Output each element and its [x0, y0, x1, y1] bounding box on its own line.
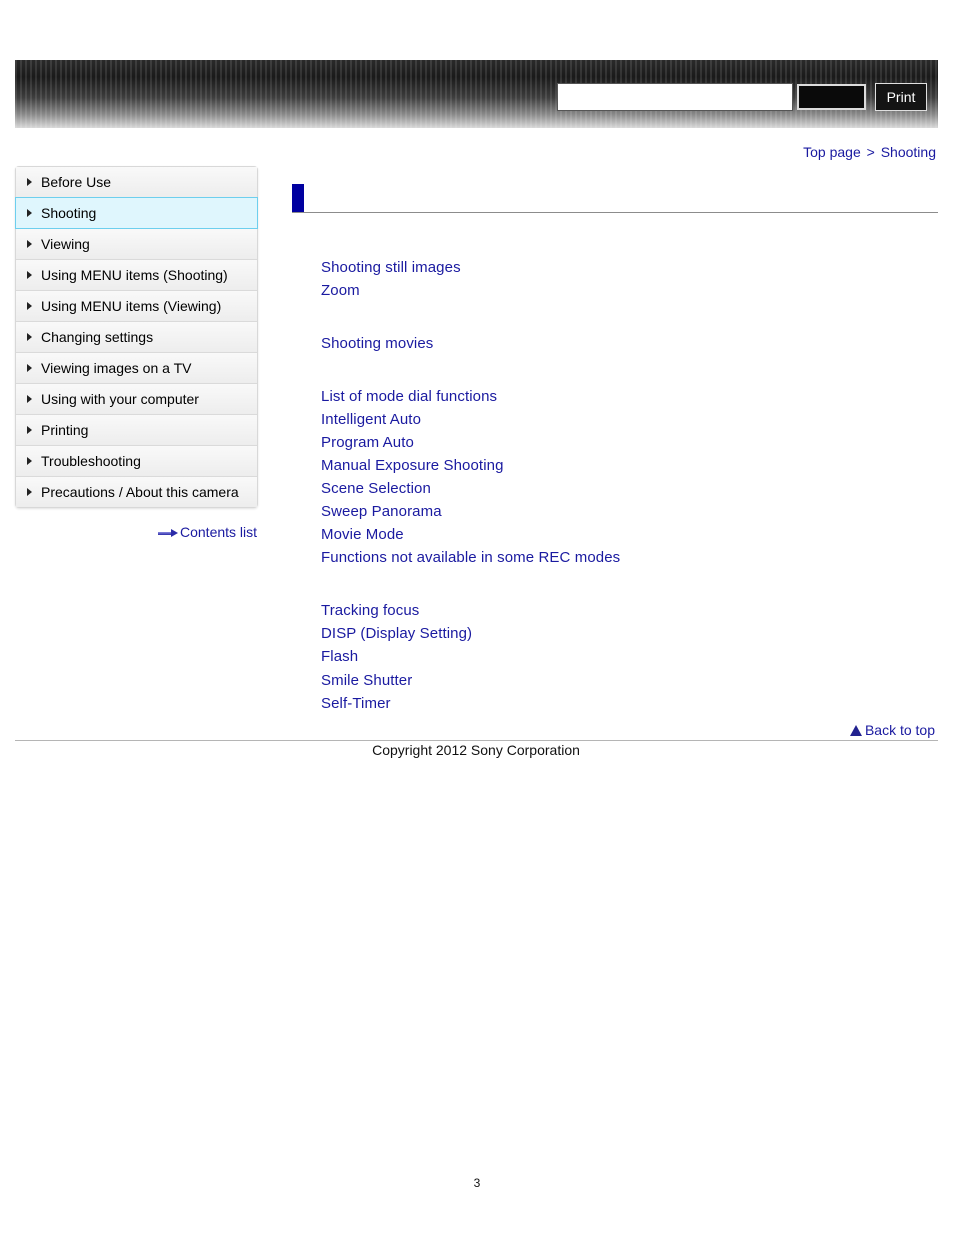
triangle-right-icon — [27, 302, 32, 310]
sidebar-item-precautions[interactable] — [16, 477, 257, 507]
breadcrumb — [803, 144, 936, 160]
sidebar-item-label: Troubleshooting — [41, 453, 141, 469]
triangle-right-icon — [27, 178, 32, 186]
search-input[interactable] — [558, 84, 792, 110]
triangle-right-icon — [27, 364, 32, 372]
triangle-right-icon — [27, 271, 32, 279]
sidebar-item-label: Using with your computer — [41, 391, 199, 407]
link-program-auto[interactable]: Program Auto — [321, 434, 414, 451]
sidebar-item-label: Using MENU items (Viewing) — [41, 298, 222, 314]
title-accent-bar — [292, 184, 304, 213]
link-movie-mode[interactable]: Movie Mode — [321, 526, 404, 543]
sidebar-item-changing-settings[interactable] — [16, 322, 257, 353]
back-to-top-link[interactable] — [850, 722, 935, 738]
sidebar-item-label: Before Use — [41, 174, 112, 190]
sidebar-item-menu-viewing[interactable] — [16, 291, 257, 322]
triangle-right-icon — [27, 395, 32, 403]
sidebar-item-printing[interactable] — [16, 415, 257, 446]
link-tracking-focus[interactable]: Tracking focus — [321, 602, 420, 619]
footer-divider — [15, 740, 938, 741]
link-shooting-still-images[interactable]: Shooting still images — [321, 259, 461, 276]
sidebar-nav — [15, 166, 258, 508]
link-mode-dial-functions[interactable]: List of mode dial functions — [321, 388, 498, 405]
page-number: 3 — [473, 1176, 481, 1190]
sidebar-item-label: Using MENU items (Shooting) — [41, 267, 228, 283]
link-sweep-panorama[interactable]: Sweep Panorama — [321, 503, 442, 520]
sidebar-item-label: Precautions / About this camera — [41, 484, 239, 500]
sidebar-item-menu-shooting[interactable] — [16, 260, 257, 291]
contents-list-label: Contents list — [180, 524, 258, 540]
sidebar-item-label: Shooting — [41, 205, 97, 221]
link-manual-exposure[interactable]: Manual Exposure Shooting — [321, 457, 504, 474]
header-banner — [15, 60, 938, 128]
sidebar-item-viewing[interactable] — [16, 229, 257, 260]
triangle-right-icon — [27, 488, 32, 496]
link-intelligent-auto[interactable]: Intelligent Auto — [321, 411, 422, 428]
contents-list-link[interactable] — [158, 524, 257, 540]
link-disp[interactable]: DISP (Display Setting) — [321, 625, 473, 642]
title-divider — [292, 212, 938, 213]
sidebar-item-label: Viewing images on a TV — [41, 360, 192, 376]
link-smile-shutter[interactable]: Smile Shutter — [321, 672, 413, 689]
sidebar-item-label: Printing — [41, 422, 89, 438]
link-flash[interactable]: Flash — [321, 648, 359, 665]
triangle-right-icon — [27, 240, 32, 248]
sidebar-item-troubleshooting[interactable] — [16, 446, 257, 477]
sidebar-item-viewing-on-tv[interactable] — [16, 353, 257, 384]
link-shooting-movies[interactable]: Shooting movies — [321, 335, 434, 352]
breadcrumb-separator: > — [866, 144, 875, 160]
triangle-right-icon — [27, 333, 32, 341]
back-to-top-label: Back to top — [864, 722, 935, 738]
breadcrumb-top-page-link[interactable]: Top page — [803, 144, 861, 160]
breadcrumb-current[interactable]: Shooting — [880, 144, 936, 160]
sidebar-item-computer[interactable] — [16, 384, 257, 415]
sidebar-item-label: Viewing — [41, 236, 90, 252]
link-scene-selection[interactable]: Scene Selection — [321, 480, 431, 497]
sidebar-item-label: Changing settings — [41, 329, 154, 345]
print-button[interactable]: Print — [875, 83, 927, 111]
triangle-up-icon — [850, 725, 862, 736]
link-self-timer[interactable]: Self-Timer — [321, 695, 391, 712]
sidebar-item-before-use[interactable] — [16, 167, 257, 198]
triangle-right-icon — [27, 426, 32, 434]
link-functions-not-available[interactable]: Functions not available in some REC modes — [321, 549, 621, 566]
copyright-text: Copyright 2012 Sony Corporation — [372, 742, 580, 758]
link-zoom[interactable]: Zoom — [321, 282, 360, 299]
search-button[interactable] — [797, 84, 866, 110]
sidebar-item-shooting[interactable] — [15, 197, 258, 229]
arrow-right-icon — [158, 529, 178, 538]
triangle-right-icon — [27, 209, 32, 217]
triangle-right-icon — [27, 457, 32, 465]
